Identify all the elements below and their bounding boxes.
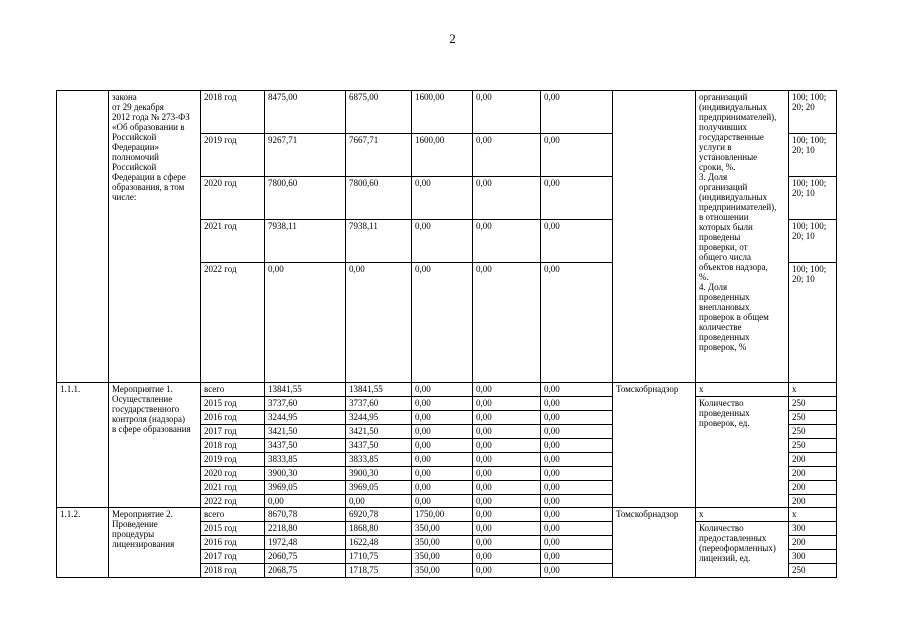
target-cell: 200 (789, 467, 837, 481)
amount-cell: 0,00 (473, 495, 541, 508)
amount-cell: 350,00 (412, 522, 473, 536)
year-cell: 2017 год (201, 550, 265, 564)
description-cell: Мероприятие 1. Осуществление государственного контроля (надзора) в сфере образования (109, 383, 201, 508)
amount-cell: 350,00 (412, 536, 473, 550)
amount-cell: 0,00 (541, 411, 613, 425)
target-cell: 100; 100; 20; 10 (789, 220, 837, 263)
target-cell: 100; 100; 20; 20 (789, 91, 837, 134)
amount-cell: 0,00 (473, 453, 541, 467)
target-cell: x (789, 383, 837, 397)
amount-cell: 0,00 (541, 564, 613, 578)
amount-cell: 1622,48 (346, 536, 412, 550)
amount-cell: 0,00 (412, 397, 473, 411)
total-cell: 0,00 (265, 263, 346, 383)
amount-cell: 0,00 (541, 263, 613, 383)
amount-cell: 0,00 (541, 495, 613, 508)
number-cell: 1.1.1. (57, 383, 109, 508)
executor-cell (613, 91, 696, 383)
total-cell: 3969,05 (265, 481, 346, 495)
amount-cell: 0,00 (412, 411, 473, 425)
year-cell: 2015 год (201, 522, 265, 536)
amount-cell: 0,00 (541, 522, 613, 536)
total-cell: 3833,85 (265, 453, 346, 467)
amount-cell: 0,00 (412, 481, 473, 495)
amount-cell: 3737,60 (346, 397, 412, 411)
amount-cell: 0,00 (473, 220, 541, 263)
total-cell: 7800,60 (265, 177, 346, 220)
amount-cell: 0,00 (412, 467, 473, 481)
year-cell: 2019 год (201, 453, 265, 467)
number-cell: 1.1.2. (57, 508, 109, 578)
amount-cell: 1710,75 (346, 550, 412, 564)
target-cell: 300 (789, 522, 837, 536)
amount-cell: 0,00 (473, 564, 541, 578)
amount-cell: 0,00 (412, 453, 473, 467)
indicator-cell: x (696, 383, 789, 397)
amount-cell: 0,00 (541, 177, 613, 220)
amount-cell: 0,00 (541, 425, 613, 439)
indicator-cell: организаций (индивидуальных предпринимателей), получивших государственные услуги в установленные сроки, %. 3. Доля организаций (индивидуальных предпринимателей), в отношении которых были проведены проверки, от общего числа объектов надзора, %. 4. Доля проведенных внеплановых проверок в общем количестве проведенных проверок, % (696, 91, 789, 383)
executor-cell: Томскобрнадзор (613, 508, 696, 578)
year-cell: 2022 год (201, 263, 265, 383)
amount-cell: 3421,50 (346, 425, 412, 439)
amount-cell: 1600,00 (412, 91, 473, 134)
year-cell: 2018 год (201, 91, 265, 134)
amount-cell: 0,00 (346, 263, 412, 383)
amount-cell: 0,00 (541, 453, 613, 467)
amount-cell: 0,00 (346, 495, 412, 508)
year-cell: 2018 год (201, 439, 265, 453)
amount-cell: 6920,78 (346, 508, 412, 522)
amount-cell: 0,00 (541, 439, 613, 453)
year-cell: всего (201, 383, 265, 397)
year-cell: 2015 год (201, 397, 265, 411)
target-cell: 300 (789, 550, 837, 564)
target-cell: 250 (789, 411, 837, 425)
amount-cell: 0,00 (473, 134, 541, 177)
amount-cell: 3437,50 (346, 439, 412, 453)
target-cell: 100; 100; 20; 10 (789, 263, 837, 383)
description-cell: Мероприятие 2. Проведение процедуры лицензирования (109, 508, 201, 578)
target-cell: 100; 100; 20; 10 (789, 134, 837, 177)
amount-cell: 7667,71 (346, 134, 412, 177)
amount-cell: 0,00 (473, 263, 541, 383)
amount-cell: 0,00 (473, 397, 541, 411)
amount-cell: 0,00 (473, 383, 541, 397)
executor-cell: Томскобрнадзор (613, 383, 696, 508)
target-cell: 250 (789, 439, 837, 453)
amount-cell: 0,00 (473, 91, 541, 134)
amount-cell: 1868,80 (346, 522, 412, 536)
amount-cell: 3900,30 (346, 467, 412, 481)
amount-cell: 3244,95 (346, 411, 412, 425)
target-cell: 200 (789, 495, 837, 508)
amount-cell: 6875,00 (346, 91, 412, 134)
indicator-cell: Количество предоставленных (переоформленных) лицензий, ед. (696, 522, 789, 578)
year-cell: 2020 год (201, 177, 265, 220)
amount-cell: 3969,05 (346, 481, 412, 495)
year-cell: всего (201, 508, 265, 522)
year-cell: 2021 год (201, 220, 265, 263)
total-cell: 3244,95 (265, 411, 346, 425)
year-cell: 2016 год (201, 536, 265, 550)
amount-cell: 0,00 (541, 481, 613, 495)
amount-cell: 1750,00 (412, 508, 473, 522)
target-cell: 250 (789, 425, 837, 439)
amount-cell: 0,00 (473, 467, 541, 481)
target-cell: 200 (789, 481, 837, 495)
total-cell: 9267,71 (265, 134, 346, 177)
total-cell: 1972,48 (265, 536, 346, 550)
table-row (57, 383, 837, 397)
total-cell: 2060,75 (265, 550, 346, 564)
amount-cell: 3833,85 (346, 453, 412, 467)
amount-cell: 0,00 (541, 91, 613, 134)
year-cell: 2020 год (201, 467, 265, 481)
total-cell: 2068,75 (265, 564, 346, 578)
year-cell: 2017 год (201, 425, 265, 439)
amount-cell: 0,00 (473, 481, 541, 495)
amount-cell: 0,00 (541, 550, 613, 564)
total-cell: 13841,55 (265, 383, 346, 397)
total-cell: 3421,50 (265, 425, 346, 439)
amount-cell: 350,00 (412, 550, 473, 564)
table-row (57, 508, 837, 522)
total-cell: 3437,50 (265, 439, 346, 453)
amount-cell: 0,00 (473, 177, 541, 220)
total-cell: 8670,78 (265, 508, 346, 522)
table-row (57, 91, 837, 134)
amount-cell: 0,00 (541, 220, 613, 263)
total-cell: 7938,11 (265, 220, 346, 263)
amount-cell: 0,00 (412, 263, 473, 383)
target-cell: 200 (789, 536, 837, 550)
amount-cell: 0,00 (541, 536, 613, 550)
target-cell: 100; 100; 20; 10 (789, 177, 837, 220)
year-cell: 2022 год (201, 495, 265, 508)
indicator-cell: x (696, 508, 789, 522)
amount-cell: 0,00 (473, 425, 541, 439)
amount-cell: 1600,00 (412, 134, 473, 177)
target-cell: x (789, 508, 837, 522)
amount-cell: 7938,11 (346, 220, 412, 263)
amount-cell: 350,00 (412, 564, 473, 578)
number-cell (57, 91, 109, 383)
amount-cell: 0,00 (473, 550, 541, 564)
amount-cell: 0,00 (473, 508, 541, 522)
total-cell: 0,00 (265, 495, 346, 508)
year-cell: 2019 год (201, 134, 265, 177)
year-cell: 2016 год (201, 411, 265, 425)
amount-cell: 0,00 (541, 383, 613, 397)
total-cell: 2218,80 (265, 522, 346, 536)
total-cell: 3900,30 (265, 467, 346, 481)
amount-cell: 0,00 (412, 220, 473, 263)
amount-cell: 0,00 (473, 536, 541, 550)
amount-cell: 0,00 (541, 508, 613, 522)
amount-cell: 13841,55 (346, 383, 412, 397)
description-cell: закона от 29 декабря 2012 года № 273-ФЗ «Об образовании в Российской Федерации» полномочий Российской Федерации в сфере образования, в том числе: (109, 91, 201, 383)
amount-cell: 0,00 (412, 177, 473, 220)
amount-cell: 0,00 (473, 522, 541, 536)
year-cell: 2021 год (201, 481, 265, 495)
indicator-cell: Количество проведенных проверок, ед. (696, 397, 789, 508)
program-table (56, 90, 837, 578)
amount-cell: 7800,60 (346, 177, 412, 220)
amount-cell: 0,00 (412, 425, 473, 439)
amount-cell: 0,00 (541, 467, 613, 481)
amount-cell: 0,00 (412, 495, 473, 508)
amount-cell: 0,00 (473, 411, 541, 425)
amount-cell: 0,00 (541, 397, 613, 411)
amount-cell: 0,00 (473, 439, 541, 453)
total-cell: 3737,60 (265, 397, 346, 411)
amount-cell: 0,00 (412, 383, 473, 397)
total-cell: 8475,00 (265, 91, 346, 134)
page-number: 2 (449, 31, 456, 46)
amount-cell: 0,00 (541, 134, 613, 177)
target-cell: 250 (789, 397, 837, 411)
amount-cell: 1718,75 (346, 564, 412, 578)
target-cell: 200 (789, 453, 837, 467)
amount-cell: 0,00 (412, 439, 473, 453)
year-cell: 2018 год (201, 564, 265, 578)
target-cell: 250 (789, 564, 837, 578)
